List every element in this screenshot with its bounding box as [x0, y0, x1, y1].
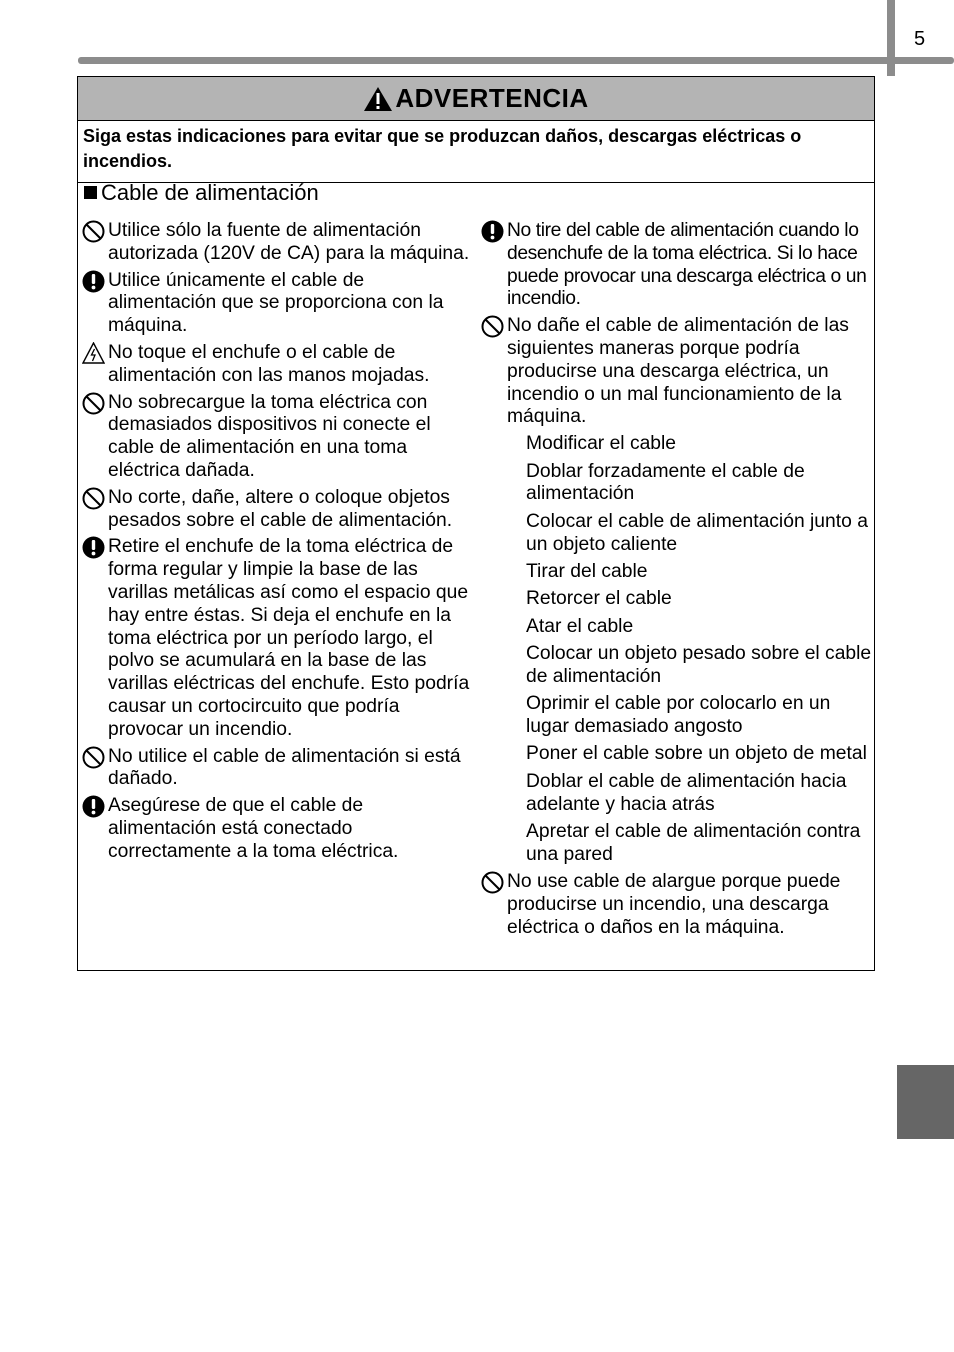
mandatory-icon	[82, 536, 105, 559]
list-item	[82, 487, 474, 533]
warning-box	[77, 76, 875, 971]
section-heading	[84, 180, 319, 206]
list-item	[82, 746, 474, 792]
list-item	[82, 270, 474, 338]
damage-list-item: Colocar el cable de alimentación junto a un objeto caliente	[526, 510, 868, 555]
item-text: Asegúrese de que el cable de alimentación está conectado correctamente a la toma eléctrica.	[108, 795, 399, 862]
warning-title: ADVERTENCIA	[395, 83, 589, 113]
page-number: 5	[914, 28, 926, 50]
mandatory-icon	[481, 220, 504, 243]
header-rule	[78, 57, 954, 64]
damage-list-item: Atar el cable	[526, 615, 634, 637]
item-text: No corte, dañe, altere o coloque objetos pesados sobre el cable de alimentación.	[108, 486, 453, 531]
damage-list-item: Retorcer el cable	[526, 588, 672, 610]
prohibited-icon	[82, 392, 105, 415]
list-item	[82, 536, 474, 741]
list-item	[481, 871, 873, 939]
prohibited-icon	[82, 220, 105, 243]
list-item	[481, 315, 873, 429]
list-item	[82, 220, 474, 266]
list-item	[481, 220, 873, 311]
section-title: Cable de alimentación	[101, 180, 319, 205]
mandatory-icon	[82, 795, 105, 818]
chapter-tab	[897, 1065, 954, 1139]
damage-list-item: Apretar el cable de alimentación contra una pared	[526, 821, 861, 865]
item-text: Retire el enchufe de la toma eléctrica de forma regular y limpie la base de las varillas metálicas así como el espacio que hay entre éstas. Si deja el enchufe en la toma eléctrica por un período largo, el polvo se acumulará en la base de las varillas eléctricas del enchufe. Esto podría causar un cortocircuito que podría provocar un incendio.	[108, 536, 470, 740]
item-text: No sobrecargue la toma eléctrica con demasiados dispositivos ni conecte el cable de alimentación en una toma eléctrica dañada.	[108, 391, 431, 481]
damage-list-item: Modificar el cable	[526, 433, 677, 455]
item-text: No toque el enchufe o el cable de alimentación con las manos mojadas.	[108, 341, 430, 386]
warning-header	[78, 77, 874, 121]
list-item	[82, 795, 474, 863]
mandatory-icon	[82, 270, 105, 293]
prohibited-icon	[82, 746, 105, 769]
warning-intro: Siga estas indicaciones para evitar que se produzcan daños, descargas eléctricas o incendios.	[78, 121, 874, 183]
damage-list-item: Tirar del cable	[526, 560, 648, 582]
left-column	[82, 220, 474, 868]
damage-list-item: Doblar forzadamente el cable de alimentación	[526, 460, 805, 505]
item-text: No use cable de alargue porque puede producirse un incendio, una descarga eléctrica o daños en la máquina.	[507, 871, 841, 938]
prohibited-icon	[481, 871, 504, 894]
item-text: No tire del cable de alimentación cuando lo desenchufe de la toma eléctrica. Si lo hace puede provocar una descarga eléctrica o un incendio.	[507, 220, 867, 310]
prohibited-icon	[82, 487, 105, 510]
list-item	[82, 392, 474, 483]
damage-list-item: Doblar el cable de alimentación hacia adelante y hacia atrás	[526, 770, 847, 815]
item-text: No utilice el cable de alimentación si está dañado.	[108, 745, 461, 790]
electric-shock-icon	[82, 342, 105, 364]
damage-list-item: Colocar un objeto pesado sobre el cable de alimentación	[526, 643, 872, 687]
item-text: No dañe el cable de alimentación de las siguientes maneras porque podría producirse una descarga eléctrica, un incendio o un mal funcionamiento de la máquina.	[507, 315, 849, 428]
header-rule-vertical	[887, 0, 895, 76]
item-text: Utilice sólo la fuente de alimentación autorizada (120V de CA) para la máquina.	[108, 220, 470, 264]
square-bullet-icon	[84, 186, 97, 199]
right-column	[481, 220, 873, 944]
list-item	[82, 342, 474, 388]
damage-list-item: Poner el cable sobre un objeto de metal	[526, 743, 867, 765]
prohibited-icon	[481, 315, 504, 338]
damage-list-item: Oprimir el cable por colocarlo en un lugar demasiado angosto	[526, 693, 831, 738]
warning-triangle-icon	[363, 86, 393, 112]
item-text: Utilice únicamente el cable de alimentación que se proporciona con la máquina.	[108, 269, 444, 337]
